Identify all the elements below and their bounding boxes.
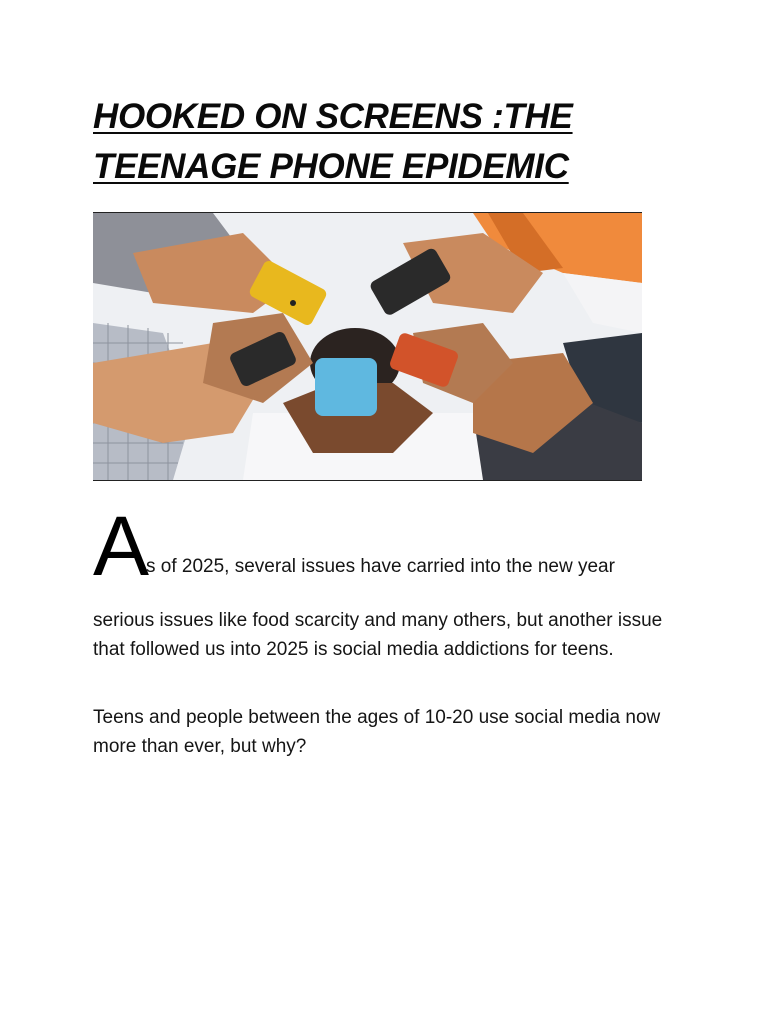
drop-cap: A [93,499,150,593]
article-title: HOOKED ON SCREENS :THE TEENAGE PHONE EPIDEMIC [93,97,573,186]
lead-text: s of 2025, several issues have carried into the new year [146,556,615,577]
body-paragraph-3: Teens and people between the ages of 10-20 use social media now more than ever, but why? [93,707,661,757]
body-paragraph-2: serious issues like food scarcity and many others, but another issue that followed us into 2025 is social media addictions for teens. [93,610,663,660]
hands-holding-phones-photo [93,212,642,481]
lead-paragraph [93,499,713,593]
